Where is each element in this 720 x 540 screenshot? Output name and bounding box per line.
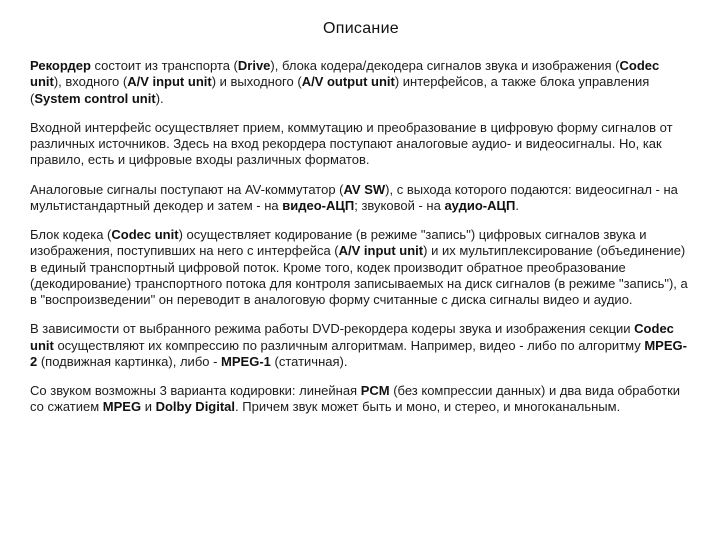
body-text: (подвижная картинка), либо - [37,353,222,369]
body-text: ), входного ( [53,74,128,90]
bold-text: видео-АЦП [282,197,355,213]
bold-text: Drive [237,58,271,73]
paragraph [30,120,692,169]
paragraph [30,182,692,215]
bold-text: System control unit [34,90,156,106]
body-text: (статичная). [270,353,348,369]
body-text: Со звуком возможны 3 варианта кодировки: линейная [30,383,361,398]
bold-text: A/V input unit [338,243,424,259]
body-text: (без компрессии данных) и два вида обработки со сжатием [30,383,681,415]
bold-text: Codec unit [111,227,179,242]
body-text: ), блока кодера/декодера сигналов звука и изображения ( [270,58,620,73]
paragraph [30,383,692,416]
bold-text: MPEG-1 [221,353,271,369]
paragraph [30,58,692,107]
body-text: ) интерфейсов, а также блока управления ( [30,74,650,106]
bold-text: Codec unit [30,58,660,90]
bold-text: A/V output unit [301,74,395,90]
bold-text: MPEG-2 [30,337,687,369]
body-text: состоит из транспорта ( [90,58,238,73]
body-text: . Причем звук может быть и моно, и стерео, и многоканальным. [235,399,621,415]
document-body [30,58,692,416]
body-text: и [141,399,156,415]
body-text: ) и выходного ( [211,74,302,90]
bold-text: Dolby Digital [155,399,236,415]
body-text: ). [155,90,164,106]
bold-text: MPEG [102,399,142,415]
bold-text: Рекордер [30,58,91,73]
body-text: ; звуковой - на [354,197,445,213]
body-text: Блок кодека ( [30,227,112,242]
body-text: Входной интерфейс осуществляет прием, коммутацию и преобразование в цифровую форму сигналов от различных источников. Здесь на вход рекордера поступают аналоговые аудио- и видеосигналы. Но, как правило, есть и цифровые входы различных форматов. [30,119,673,168]
paragraph [30,227,692,308]
body-text: В зависимости от выбранного режима работы DVD-рекордера кодеры звука и изображения секции [30,321,635,337]
bold-text: аудио-АЦП [444,197,516,213]
bold-text: A/V input unit [127,74,212,90]
page-title: Описание [322,20,400,37]
paragraph [30,321,692,370]
bold-text: Codec unit [30,321,674,353]
body-text: ) и их мультиплексирование (объединение) в единый транспортный цифровой поток. Кроме того, кодек производит обратное преобразование (декодирование) транспортного потока для контроля записываемых на диск сигналов (в режиме "запись"), а в "воспроизведении" он переводит в аналоговую форму считанные с диска сигналы видео и аудио. [30,243,688,307]
body-text: ), с выхода которого подаются: видеосигнал - на мультистандартный декодер и затем - на [30,181,678,213]
bold-text: AV SW [343,181,386,197]
bold-text: PCM [360,383,390,398]
body-text: осуществляют их компрессию по различным алгоритмам. Например, видео - либо по алгоритму [53,337,645,353]
body-text: Аналоговые сигналы поступают на AV-коммутатор ( [30,181,344,197]
body-text: ) осуществляет кодирование (в режиме "запись") цифровых сигналов звука и изображения, поступивших на него с интерфейса ( [30,227,647,259]
body-text: . [515,197,519,213]
